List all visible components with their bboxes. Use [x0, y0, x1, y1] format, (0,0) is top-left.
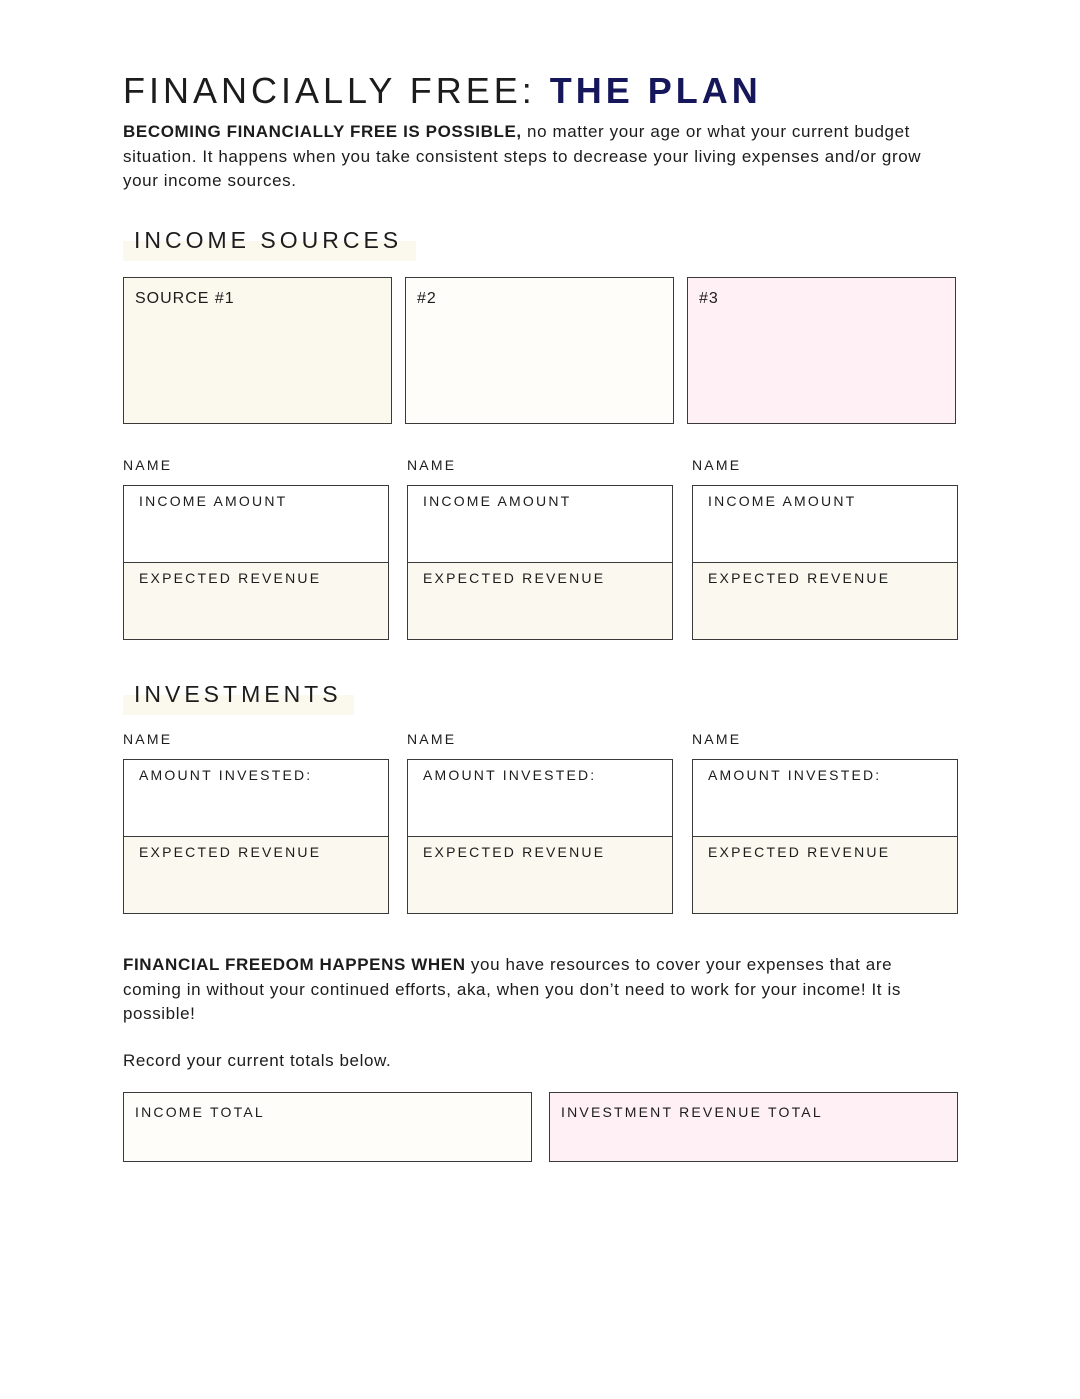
income-amount-field[interactable] — [693, 486, 957, 563]
freedom-paragraph — [123, 953, 953, 1027]
investments-heading-text: INVESTMENTS — [134, 681, 342, 707]
expected-revenue-field[interactable] — [693, 563, 957, 639]
income-card-2 — [407, 485, 673, 640]
expected-revenue-label: EXPECTED REVENUE — [139, 570, 322, 586]
intro-paragraph — [123, 120, 953, 194]
intro-bold: BECOMING FINANCIALLY FREE IS POSSIBLE, — [123, 122, 522, 141]
income-amount-label: INCOME AMOUNT — [708, 493, 857, 509]
income-card-3 — [692, 485, 958, 640]
income-total-field[interactable] — [123, 1092, 532, 1162]
expected-revenue-field[interactable] — [693, 837, 957, 913]
income-total-label: INCOME TOTAL — [135, 1104, 265, 1120]
expected-revenue-field[interactable] — [408, 563, 672, 639]
income-name-label-3: NAME — [692, 457, 742, 473]
investment-revenue-total-field[interactable] — [549, 1092, 958, 1162]
income-sources-heading — [123, 229, 402, 251]
income-name-label-1: NAME — [123, 457, 173, 473]
investment-card-1 — [123, 759, 389, 914]
income-amount-label: INCOME AMOUNT — [423, 493, 572, 509]
income-amount-field[interactable] — [408, 486, 672, 563]
expected-revenue-field[interactable] — [124, 563, 388, 639]
source-1-label: SOURCE #1 — [135, 290, 235, 307]
income-name-label-2: NAME — [407, 457, 457, 473]
expected-revenue-label: EXPECTED REVENUE — [423, 844, 606, 860]
title-plain: FINANCIALLY FREE: — [123, 70, 550, 111]
income-card-1 — [123, 485, 389, 640]
investment-name-label-2: NAME — [407, 731, 457, 747]
investment-name-label-3: NAME — [692, 731, 742, 747]
expected-revenue-field[interactable] — [124, 837, 388, 913]
amount-invested-label: AMOUNT INVESTED: — [423, 767, 597, 783]
expected-revenue-field[interactable] — [408, 837, 672, 913]
source-2-box[interactable] — [405, 277, 674, 424]
investment-card-2 — [407, 759, 673, 914]
investment-revenue-total-label: INVESTMENT REVENUE TOTAL — [561, 1104, 823, 1120]
investments-heading — [123, 683, 342, 705]
investment-name-label-1: NAME — [123, 731, 173, 747]
freedom-text: you have resources to cover your expenses that are coming in without your continued efforts, aka, when you don’t need to work for your income! It is possible! — [123, 955, 901, 1023]
source-2-label: #2 — [417, 290, 437, 307]
investment-card-3 — [692, 759, 958, 914]
amount-invested-field[interactable] — [408, 760, 672, 837]
expected-revenue-label: EXPECTED REVENUE — [708, 844, 891, 860]
expected-revenue-label: EXPECTED REVENUE — [139, 844, 322, 860]
source-3-box[interactable] — [687, 277, 956, 424]
income-amount-field[interactable] — [124, 486, 388, 563]
amount-invested-field[interactable] — [124, 760, 388, 837]
source-3-label: #3 — [699, 290, 719, 307]
amount-invested-label: AMOUNT INVESTED: — [708, 767, 882, 783]
income-amount-label: INCOME AMOUNT — [139, 493, 288, 509]
record-instruction: Record your current totals below. — [123, 1051, 392, 1070]
expected-revenue-label: EXPECTED REVENUE — [423, 570, 606, 586]
amount-invested-field[interactable] — [693, 760, 957, 837]
freedom-bold: FINANCIAL FREEDOM HAPPENS WHEN — [123, 955, 466, 974]
source-1-box[interactable] — [123, 277, 392, 424]
page-title — [123, 70, 762, 112]
amount-invested-label: AMOUNT INVESTED: — [139, 767, 313, 783]
intro-text: no matter your age or what your current budget situation. It happens when you take consistent steps to decrease your living expenses and/or grow your income sources. — [123, 122, 922, 190]
expected-revenue-label: EXPECTED REVENUE — [708, 570, 891, 586]
title-accent: THE PLAN — [549, 70, 762, 111]
income-sources-heading-text: INCOME SOURCES — [134, 227, 403, 253]
